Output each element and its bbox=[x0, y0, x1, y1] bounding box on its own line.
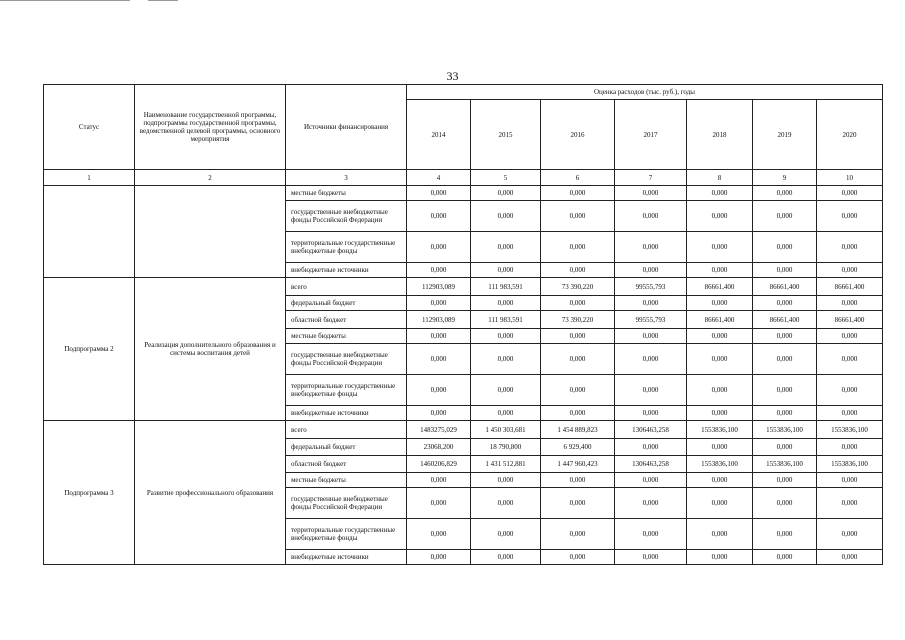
column-number: 8 bbox=[687, 170, 753, 186]
value-cell: 0,000 bbox=[407, 344, 471, 375]
value-cell: 1 450 303,681 bbox=[471, 421, 541, 439]
value-cell: 0,000 bbox=[687, 519, 753, 550]
value-cell: 0,000 bbox=[687, 473, 753, 488]
value-cell: 0,000 bbox=[753, 375, 817, 406]
value-cell: 0,000 bbox=[687, 375, 753, 406]
column-number: 2 bbox=[135, 170, 286, 186]
value-cell: 1306463,258 bbox=[615, 456, 687, 473]
value-cell: 99555,793 bbox=[615, 278, 687, 296]
value-cell: 112903,089 bbox=[407, 278, 471, 296]
value-cell: 0,000 bbox=[541, 186, 615, 201]
value-cell: 0,000 bbox=[817, 406, 883, 421]
table-body bbox=[44, 186, 883, 565]
value-cell: 0,000 bbox=[817, 201, 883, 232]
funding-source-cell: всего bbox=[286, 278, 407, 296]
value-cell: 0,000 bbox=[471, 519, 541, 550]
value-cell: 0,000 bbox=[407, 296, 471, 311]
value-cell: 0,000 bbox=[753, 329, 817, 344]
value-cell: 0,000 bbox=[541, 488, 615, 519]
value-cell: 0,000 bbox=[753, 473, 817, 488]
value-cell: 0,000 bbox=[407, 263, 471, 278]
funding-source-cell: государственные внебюджетные фонды Российской Федерации bbox=[286, 201, 407, 232]
value-cell: 1553836,100 bbox=[817, 421, 883, 439]
header-year: 2020 bbox=[817, 100, 883, 170]
value-cell: 0,000 bbox=[615, 550, 687, 565]
value-cell: 0,000 bbox=[407, 519, 471, 550]
funding-source-cell: территориальные государственные внебюджетные фонды bbox=[286, 232, 407, 263]
value-cell: 0,000 bbox=[541, 406, 615, 421]
value-cell: 99555,793 bbox=[615, 311, 687, 329]
value-cell: 0,000 bbox=[471, 488, 541, 519]
scan-edge-mark bbox=[148, 0, 178, 1]
value-cell: 86661,400 bbox=[687, 311, 753, 329]
value-cell: 0,000 bbox=[817, 473, 883, 488]
value-cell: 0,000 bbox=[687, 344, 753, 375]
value-cell: 0,000 bbox=[817, 550, 883, 565]
program-name-cell: Реализация дополнительного образования и системы воспитания детей bbox=[135, 278, 286, 421]
value-cell: 0,000 bbox=[541, 232, 615, 263]
value-cell: 73 390,220 bbox=[541, 278, 615, 296]
table-header bbox=[44, 85, 883, 186]
value-cell: 0,000 bbox=[753, 201, 817, 232]
table-row bbox=[44, 421, 883, 439]
value-cell: 1 431 512,881 bbox=[471, 456, 541, 473]
value-cell: 23068,200 bbox=[407, 439, 471, 456]
header-status: Статус bbox=[44, 85, 135, 170]
value-cell: 0,000 bbox=[471, 201, 541, 232]
value-cell: 0,000 bbox=[615, 329, 687, 344]
header-year: 2019 bbox=[753, 100, 817, 170]
funding-source-cell: местные бюджеты bbox=[286, 329, 407, 344]
value-cell: 0,000 bbox=[687, 263, 753, 278]
page-number: 33 bbox=[446, 69, 459, 83]
value-cell: 1460206,829 bbox=[407, 456, 471, 473]
value-cell: 0,000 bbox=[753, 232, 817, 263]
value-cell: 0,000 bbox=[407, 232, 471, 263]
value-cell: 0,000 bbox=[407, 329, 471, 344]
status-cell bbox=[44, 186, 135, 278]
value-cell: 0,000 bbox=[615, 344, 687, 375]
value-cell: 0,000 bbox=[471, 186, 541, 201]
value-cell: 0,000 bbox=[753, 406, 817, 421]
value-cell: 0,000 bbox=[615, 439, 687, 456]
budget-table bbox=[43, 84, 883, 565]
column-number: 10 bbox=[817, 170, 883, 186]
header-sources: Источники финансирования bbox=[286, 85, 407, 170]
value-cell: 86661,400 bbox=[753, 311, 817, 329]
value-cell: 0,000 bbox=[687, 201, 753, 232]
funding-source-cell: территориальные государственные внебюджетные фонды bbox=[286, 519, 407, 550]
column-number: 9 bbox=[753, 170, 817, 186]
value-cell: 0,000 bbox=[687, 550, 753, 565]
value-cell: 0,000 bbox=[471, 296, 541, 311]
value-cell: 0,000 bbox=[817, 375, 883, 406]
value-cell: 0,000 bbox=[753, 186, 817, 201]
value-cell: 0,000 bbox=[753, 296, 817, 311]
value-cell: 0,000 bbox=[817, 296, 883, 311]
value-cell: 0,000 bbox=[817, 232, 883, 263]
funding-source-cell: внебюджетные источники bbox=[286, 550, 407, 565]
value-cell: 0,000 bbox=[541, 329, 615, 344]
header-year: 2015 bbox=[471, 100, 541, 170]
funding-source-cell: внебюджетные источники bbox=[286, 263, 407, 278]
value-cell: 0,000 bbox=[471, 329, 541, 344]
value-cell: 1553836,100 bbox=[753, 456, 817, 473]
value-cell: 1553836,100 bbox=[687, 456, 753, 473]
header-year: 2017 bbox=[615, 100, 687, 170]
program-name-cell bbox=[135, 186, 286, 278]
value-cell: 0,000 bbox=[687, 186, 753, 201]
value-cell: 0,000 bbox=[541, 550, 615, 565]
value-cell: 0,000 bbox=[541, 473, 615, 488]
value-cell: 0,000 bbox=[615, 473, 687, 488]
program-name-cell: Развитие профессионального образования bbox=[135, 421, 286, 565]
value-cell: 0,000 bbox=[817, 329, 883, 344]
value-cell: 0,000 bbox=[687, 232, 753, 263]
table-row bbox=[44, 278, 883, 296]
value-cell: 0,000 bbox=[817, 519, 883, 550]
value-cell: 0,000 bbox=[817, 186, 883, 201]
column-number: 7 bbox=[615, 170, 687, 186]
value-cell: 6 929,400 bbox=[541, 439, 615, 456]
value-cell: 0,000 bbox=[471, 406, 541, 421]
value-cell: 0,000 bbox=[615, 186, 687, 201]
funding-source-cell: местные бюджеты bbox=[286, 186, 407, 201]
funding-source-cell: государственные внебюджетные фонды Российской Федерации bbox=[286, 488, 407, 519]
value-cell: 0,000 bbox=[541, 344, 615, 375]
value-cell: 0,000 bbox=[407, 550, 471, 565]
value-cell: 86661,400 bbox=[817, 311, 883, 329]
value-cell: 0,000 bbox=[753, 488, 817, 519]
value-cell: 0,000 bbox=[615, 375, 687, 406]
value-cell: 86661,400 bbox=[817, 278, 883, 296]
value-cell: 0,000 bbox=[753, 439, 817, 456]
value-cell: 0,000 bbox=[817, 263, 883, 278]
header-year: 2016 bbox=[541, 100, 615, 170]
value-cell: 0,000 bbox=[753, 550, 817, 565]
value-cell: 0,000 bbox=[615, 201, 687, 232]
funding-source-cell: внебюджетные источники bbox=[286, 406, 407, 421]
value-cell: 1 447 960,423 bbox=[541, 456, 615, 473]
value-cell: 0,000 bbox=[471, 473, 541, 488]
value-cell: 0,000 bbox=[753, 263, 817, 278]
column-number: 6 bbox=[541, 170, 615, 186]
value-cell: 0,000 bbox=[407, 375, 471, 406]
value-cell: 0,000 bbox=[687, 329, 753, 344]
header-name: Наименование государственной программы, подпрограммы государственной программы, ведомственной целевой программы, основного мероприятия bbox=[135, 85, 286, 170]
funding-source-cell: федеральный бюджет bbox=[286, 296, 407, 311]
value-cell: 0,000 bbox=[407, 186, 471, 201]
value-cell: 0,000 bbox=[541, 263, 615, 278]
value-cell: 0,000 bbox=[753, 519, 817, 550]
funding-source-cell: территориальные государственные внебюджетные фонды bbox=[286, 375, 407, 406]
value-cell: 0,000 bbox=[541, 201, 615, 232]
value-cell: 0,000 bbox=[687, 439, 753, 456]
value-cell: 0,000 bbox=[817, 439, 883, 456]
status-cell: Подпрограмма 2 bbox=[44, 278, 135, 421]
header-estimate: Оценка расходов (тыс. руб.), годы bbox=[407, 85, 883, 100]
value-cell: 0,000 bbox=[615, 232, 687, 263]
value-cell: 73 390,220 bbox=[541, 311, 615, 329]
column-number: 5 bbox=[471, 170, 541, 186]
value-cell: 0,000 bbox=[615, 263, 687, 278]
value-cell: 18 790,800 bbox=[471, 439, 541, 456]
value-cell: 0,000 bbox=[615, 406, 687, 421]
value-cell: 0,000 bbox=[817, 488, 883, 519]
value-cell: 0,000 bbox=[471, 232, 541, 263]
value-cell: 0,000 bbox=[471, 344, 541, 375]
scan-edge-mark bbox=[0, 0, 130, 1]
table-row bbox=[44, 186, 883, 201]
column-number: 3 bbox=[286, 170, 407, 186]
value-cell: 0,000 bbox=[407, 488, 471, 519]
value-cell: 0,000 bbox=[471, 550, 541, 565]
value-cell: 1 454 889,823 bbox=[541, 421, 615, 439]
value-cell: 1553836,100 bbox=[817, 456, 883, 473]
funding-source-cell: федеральный бюджет bbox=[286, 439, 407, 456]
funding-source-cell: местные бюджеты bbox=[286, 473, 407, 488]
column-number: 4 bbox=[407, 170, 471, 186]
column-number: 1 bbox=[44, 170, 135, 186]
value-cell: 0,000 bbox=[687, 406, 753, 421]
value-cell: 86661,400 bbox=[687, 278, 753, 296]
value-cell: 0,000 bbox=[687, 488, 753, 519]
value-cell: 0,000 bbox=[541, 519, 615, 550]
funding-source-cell: областной бюджет bbox=[286, 311, 407, 329]
value-cell: 1553836,100 bbox=[687, 421, 753, 439]
header-year: 2018 bbox=[687, 100, 753, 170]
value-cell: 86661,400 bbox=[753, 278, 817, 296]
column-numbers-row bbox=[44, 170, 883, 186]
header-year: 2014 bbox=[407, 100, 471, 170]
funding-source-cell: государственные внебюджетные фонды Российской Федерации bbox=[286, 344, 407, 375]
value-cell: 0,000 bbox=[541, 375, 615, 406]
value-cell: 1483275,029 bbox=[407, 421, 471, 439]
status-cell: Подпрограмма 3 bbox=[44, 421, 135, 565]
value-cell: 111 983,591 bbox=[471, 278, 541, 296]
value-cell: 111 983,591 bbox=[471, 311, 541, 329]
value-cell: 0,000 bbox=[615, 519, 687, 550]
value-cell: 112903,089 bbox=[407, 311, 471, 329]
value-cell: 0,000 bbox=[407, 406, 471, 421]
value-cell: 0,000 bbox=[615, 296, 687, 311]
funding-source-cell: всего bbox=[286, 421, 407, 439]
value-cell: 0,000 bbox=[817, 344, 883, 375]
value-cell: 1553836,100 bbox=[753, 421, 817, 439]
value-cell: 0,000 bbox=[687, 296, 753, 311]
funding-source-cell: областной бюджет bbox=[286, 456, 407, 473]
value-cell: 0,000 bbox=[753, 344, 817, 375]
value-cell: 0,000 bbox=[471, 263, 541, 278]
value-cell: 0,000 bbox=[407, 201, 471, 232]
value-cell: 1306463,258 bbox=[615, 421, 687, 439]
value-cell: 0,000 bbox=[541, 296, 615, 311]
value-cell: 0,000 bbox=[471, 375, 541, 406]
value-cell: 0,000 bbox=[615, 488, 687, 519]
value-cell: 0,000 bbox=[407, 473, 471, 488]
